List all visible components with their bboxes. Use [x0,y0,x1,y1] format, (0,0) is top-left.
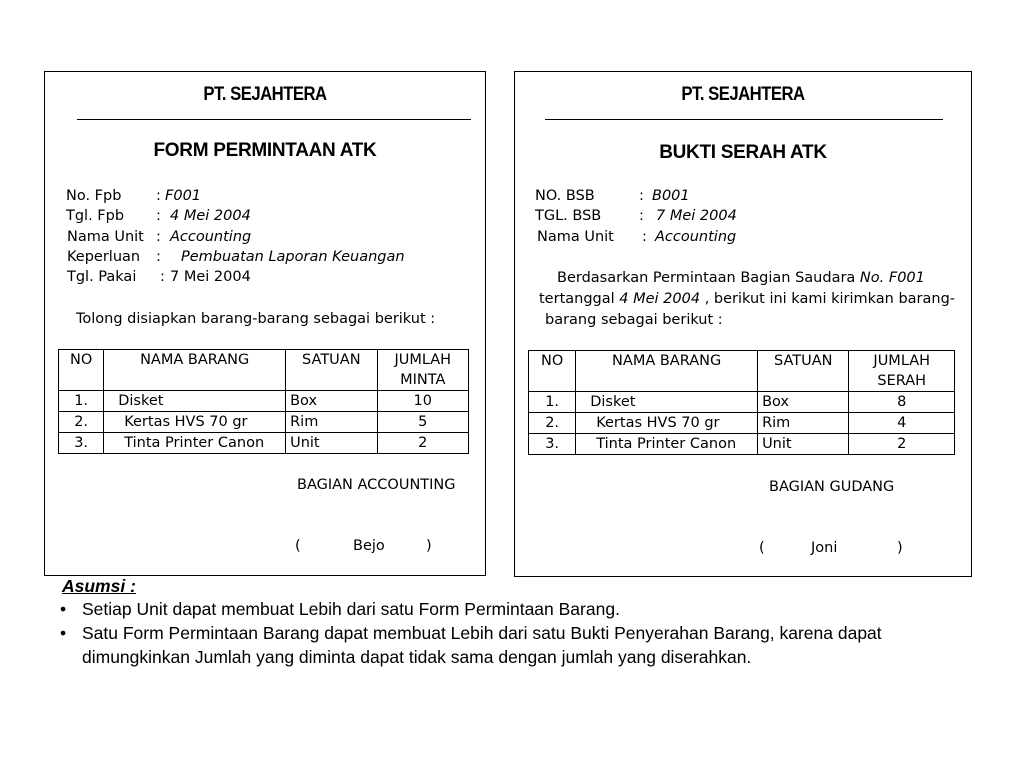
row-jumlah: 8 [849,392,955,413]
row-nama-barang: Tinta Printer Canon [576,434,758,455]
row-no: 1. [59,391,104,412]
field-tgl-pakai [67,269,467,289]
field-value: 7 Mei 2004 [656,208,737,224]
assumptions-list [58,597,958,669]
department-label: BAGIAN GUDANG [769,479,895,495]
field-label: No. Fpb [66,188,122,204]
row-nama-barang: Kertas HVS 70 gr [104,412,286,433]
field-nama-unit [67,229,467,249]
intro-text: Tolong disiapkan barang-barang sebagai berikut : [76,311,436,327]
header-nama-barang: NAMA BARANG [576,351,758,392]
company-name: PT. SEJAHTERA [203,84,327,105]
reference-date: 4 Mei 2004 [619,291,701,307]
row-satuan: Rim [758,413,849,434]
field-colon: : [156,208,161,224]
items-table [528,350,955,455]
field-no-bsb [535,188,955,208]
field-value: Pembuatan Laporan Keuangan [181,249,405,265]
row-satuan: Box [758,392,849,413]
body-line-2 [539,291,955,307]
row-nama-barang: Tinta Printer Canon [104,433,286,454]
field-label: Tgl. Pakai [67,269,137,285]
field-tgl-fpb [66,208,466,228]
field-colon: : [642,229,647,245]
header-rule [77,119,471,120]
row-no: 3. [529,434,576,455]
signature-name: Joni [811,540,838,556]
row-nama-barang: Disket [104,391,286,412]
list-item: • Satu Form Permintaan Barang dapat membuat Lebih dari satu Bukti Penyerahan Barang, karena dapat dimungkinkan Jumlah yang diminta dapat tidak sama dengan jumlah yang diserahkan. [58,621,958,669]
row-satuan: Unit [286,433,377,454]
row-jumlah: 2 [849,434,955,455]
header-satuan: SATUAN [758,351,849,392]
body-text: tertanggal [539,291,615,307]
field-tgl-bsb [535,208,955,228]
field-colon: : [156,188,161,204]
table-row [59,391,469,412]
field-value: B001 [652,188,690,204]
field-colon: : [156,249,161,265]
row-jumlah: 4 [849,413,955,434]
assumptions-section [58,576,958,669]
row-satuan: Box [286,391,377,412]
reference-number: No. F001 [859,270,925,286]
field-label: Nama Unit [67,229,144,245]
form-title: BUKTI SERAH ATK [659,142,827,163]
field-nama-unit [537,229,957,249]
signature-close-paren: ) [897,540,903,556]
header-satuan: SATUAN [286,350,377,391]
form-title: FORM PERMINTAAN ATK [153,140,377,161]
field-label: Tgl. Fpb [66,208,125,224]
row-no: 2. [59,412,104,433]
bukti-serah-panel [514,71,972,577]
field-value: 7 Mei 2004 [170,269,251,285]
row-nama-barang: Disket [576,392,758,413]
field-colon: : [639,188,644,204]
field-label: Nama Unit [537,229,614,245]
row-jumlah: 5 [377,412,468,433]
form-permintaan-panel [44,71,486,576]
field-keperluan [67,249,467,269]
field-colon: : [639,208,644,224]
table-row [529,413,955,434]
row-nama-barang: Kertas HVS 70 gr [576,413,758,434]
table-row [59,433,469,454]
table-row [529,434,955,455]
table-header-row [529,351,955,392]
row-no: 2. [529,413,576,434]
field-value: Accounting [170,229,252,245]
header-jumlah: JUMLAH MINTA [377,350,468,391]
field-label: TGL. BSB [535,208,602,224]
field-colon: : [160,269,165,285]
body-text: Berdasarkan Permintaan Bagian Saudara [557,270,856,286]
department-label: BAGIAN ACCOUNTING [297,477,456,493]
items-table [58,349,469,454]
field-value: 4 Mei 2004 [170,208,251,224]
table-header-row [59,350,469,391]
row-jumlah: 2 [377,433,468,454]
field-value: F001 [165,188,202,204]
row-satuan: Unit [758,434,849,455]
field-value: Accounting [655,229,737,245]
row-no: 1. [529,392,576,413]
body-line-1 [557,270,925,286]
signature-open-paren: ( [759,540,765,556]
row-satuan: Rim [286,412,377,433]
header-jumlah: JUMLAH SERAH [849,351,955,392]
header-no: NO [59,350,104,391]
table-row [59,412,469,433]
company-name: PT. SEJAHTERA [681,84,805,105]
body-text: , berikut ini kami kirimkan barang- [704,291,956,307]
header-nama-barang: NAMA BARANG [104,350,286,391]
signature-open-paren: ( [295,538,301,554]
signature-close-paren: ) [426,538,432,554]
assumptions-heading: Asumsi : [62,576,136,596]
list-item: • Setiap Unit dapat membuat Lebih dari satu Form Permintaan Barang. [58,597,958,621]
row-no: 3. [59,433,104,454]
field-label: Keperluan [67,249,141,265]
signature-name: Bejo [353,538,385,554]
table-row [529,392,955,413]
header-rule [545,119,943,120]
field-no-fpb [66,188,466,208]
row-jumlah: 10 [377,391,468,412]
header-no: NO [529,351,576,392]
body-line-3: barang sebagai berikut : [545,312,723,328]
field-label: NO. BSB [535,188,595,204]
field-colon: : [156,229,161,245]
